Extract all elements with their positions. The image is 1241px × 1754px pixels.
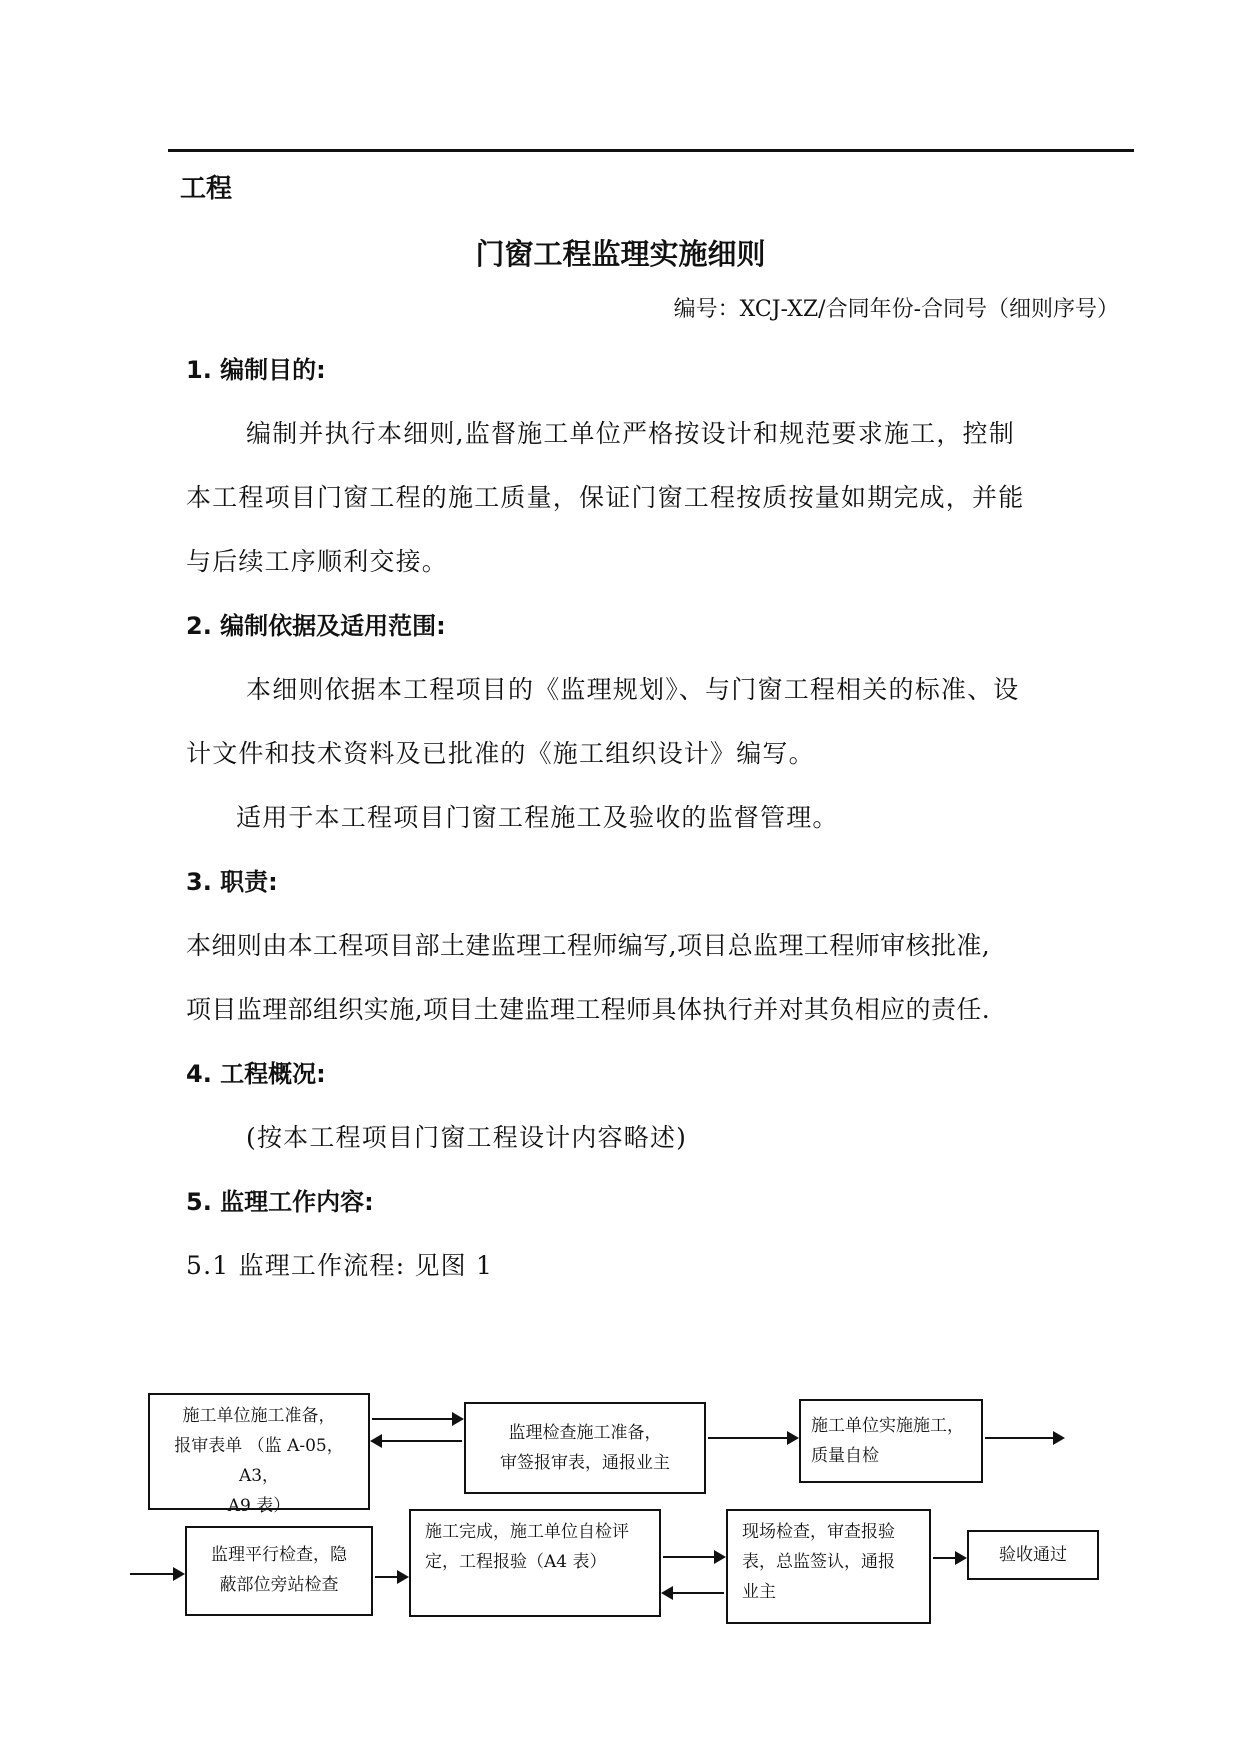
paragraph-line: 项目监理部组织实施,项目土建监理工程师具体执行并对其负相应的责任.: [186, 995, 991, 1024]
paragraph-line: 与后续工序顺利交接。: [186, 547, 449, 576]
flow-box-text: 监理检查施工准备，: [508, 1423, 662, 1443]
flow-box-construction-selfcheck: [799, 1399, 983, 1483]
flow-box-supervision-check: [464, 1402, 706, 1494]
paragraph-line: (按本工程项目门窗工程设计内容略述): [246, 1123, 688, 1152]
flow-arrow: [375, 1576, 407, 1578]
flow-box-text: 施工完成，施工单位自检评: [425, 1522, 629, 1542]
flow-arrow: [663, 1556, 724, 1558]
flow-box-completion-report: [409, 1509, 661, 1617]
flow-box-text: A9 表）: [227, 1496, 291, 1516]
paragraph-line: 适用于本工程项目门窗工程施工及验收的监督管理。: [236, 803, 839, 832]
flow-arrow: [985, 1437, 1063, 1439]
paragraph-line: 计文件和技术资料及已批准的《施工组织设计》编写。: [186, 739, 815, 768]
flow-box-text: 质量自检: [811, 1446, 879, 1466]
paragraph-line: 本细则依据本工程项目的《监理规划》、与门窗工程相关的标准、设: [246, 675, 1020, 704]
flow-arrow: [663, 1592, 724, 1594]
flow-box-text: 报审表单 （监 A-05，A3，: [174, 1436, 344, 1486]
section-1-heading: 1. 编制目的:: [186, 356, 326, 384]
flow-box-text: 监理平行检查，隐: [211, 1545, 347, 1565]
section-2-heading: 2. 编制依据及适用范围:: [186, 612, 446, 640]
paragraph-line: 5.1 监理工作流程: 见图 1: [186, 1251, 494, 1280]
document-title: 门窗工程监理实施细则: [475, 237, 766, 271]
header-label: 工程: [180, 174, 233, 204]
flow-box-text: 验收通过: [999, 1545, 1067, 1565]
flow-arrow: [130, 1573, 183, 1575]
flow-box-construction-prep: [148, 1393, 370, 1516]
flow-box-text: 审签报审表，通报业主: [500, 1453, 670, 1473]
document-code: 编号：XCJ-XZ/合同年份-合同号（细则序号）: [673, 297, 1119, 322]
flow-arrow: [372, 1440, 462, 1442]
header-rule: [168, 149, 1134, 152]
paragraph-line: 本细则由本工程项目部土建监理工程师编写,项目总监理工程师审核批准,: [186, 931, 991, 960]
section-4-heading: 4. 工程概况:: [186, 1060, 326, 1088]
flow-arrow: [933, 1557, 965, 1559]
flow-box-acceptance-passed: [967, 1530, 1099, 1580]
flow-box-parallel-inspection: [185, 1526, 373, 1616]
flow-box-text: 蔽部位旁站检查: [219, 1575, 339, 1595]
flow-box-text: 施工单位施工准备，: [182, 1406, 336, 1426]
flow-arrow: [372, 1418, 462, 1420]
paragraph-line: 编制并执行本细则,监督施工单位严格按设计和规范要求施工，控制: [246, 419, 1015, 448]
flow-box-text: 施工单位实施施工，: [811, 1416, 964, 1436]
section-5-heading: 5. 监理工作内容:: [186, 1188, 374, 1216]
paragraph-line: 本工程项目门窗工程的施工质量，保证门窗工程按质按量如期完成，并能: [186, 483, 1025, 512]
flow-arrow: [708, 1437, 797, 1439]
flow-box-site-inspection: [726, 1509, 931, 1624]
flow-box-text: 表，总监签认，通报: [742, 1552, 895, 1572]
section-3-heading: 3. 职责:: [186, 868, 278, 896]
flow-box-text: 业主: [742, 1582, 776, 1602]
flow-box-text: 定，工程报验（A4 表）: [425, 1552, 607, 1572]
flow-box-text: 现场检查，审查报验: [742, 1522, 895, 1542]
